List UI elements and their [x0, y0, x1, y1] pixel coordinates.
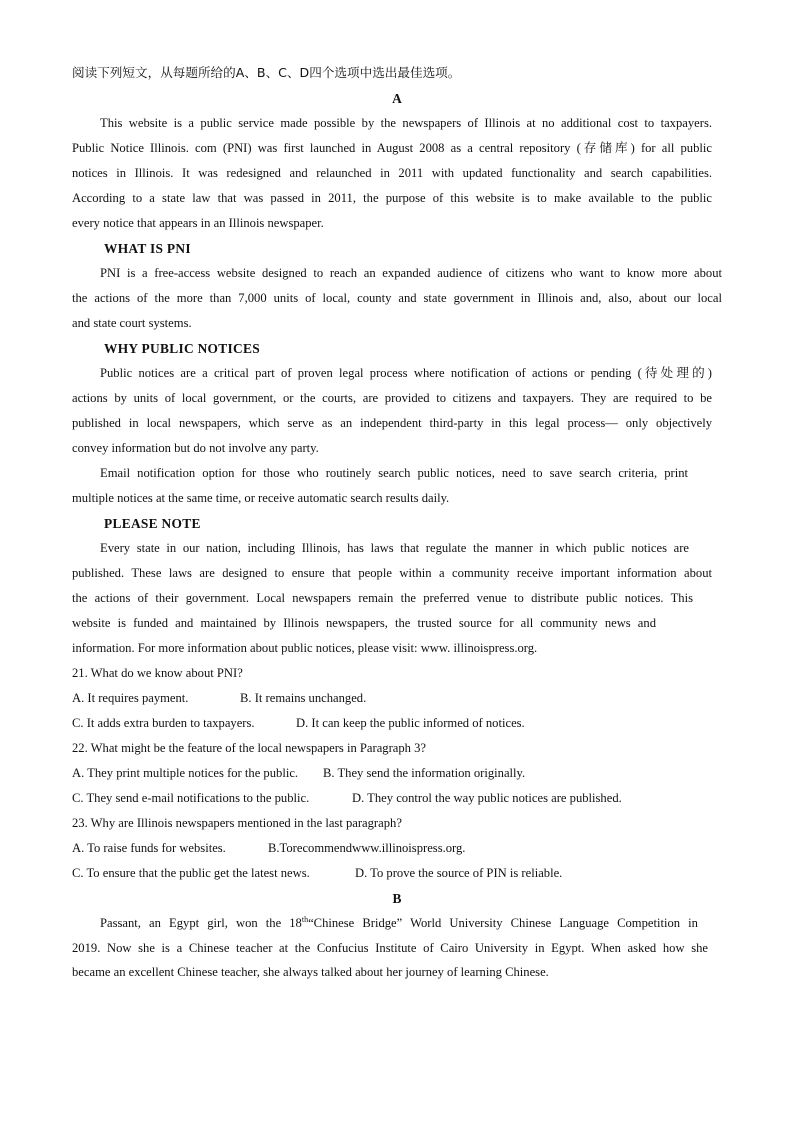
passage-a-p2-line: and state court systems. [72, 316, 192, 330]
passage-a-p1-line: every notice that appears in an Illinois newspaper. [72, 216, 324, 230]
question-23-option-c: C. To ensure that the public get the latest news. [72, 866, 310, 880]
heading-please-note: PLEASE NOTE [104, 516, 201, 531]
passage-b-p1-text: Passant, an Egypt girl, won the 18 [100, 916, 302, 930]
passage-a-p3-line: actions by units of local government, or the courts, are provided to citizens and taxpayers. They are required to be [72, 391, 712, 405]
question-21-option-a: A. It requires payment. [72, 691, 189, 705]
passage-b-label: B [392, 891, 402, 906]
passage-a-label: A [392, 91, 402, 106]
passage-a-p2-line: the actions of the more than 7,000 units of local, county and state government in Illinois and, also, about our local [72, 291, 722, 305]
passage-a-p4-line: multiple notices at the same time, or receive automatic search results daily. [72, 491, 450, 505]
question-22-option-c: C. They send e-mail notifications to the public. [72, 791, 310, 805]
heading-why-public-notices: WHY PUBLIC NOTICES [104, 341, 260, 356]
passage-a-p5-line: Every state in our nation, including Illinois, has laws that regulate the manner in which public notices are [100, 541, 689, 555]
passage-a-p3-line: Public notices are a critical part of proven legal process where notification of actions or pending (待处理的) [100, 366, 712, 380]
passage-a-p2-line: PNI is a free-access website designed to reach an expanded audience of citizens who want to know more about [100, 266, 722, 280]
passage-a-p1-line: This website is a public service made possible by the newspapers of Illinois at no additional cost to taxpayers. [100, 116, 712, 130]
question-23-option-b: B.Torecommendwww.illinoispress.org. [268, 841, 466, 855]
question-22-stem: 22. What might be the feature of the local newspapers in Paragraph 3? [72, 741, 427, 755]
passage-a-p3-line: published in local newspapers, which serve as an independent third-party in this legal process— only objectively [72, 416, 712, 430]
question-21-option-b: B. It remains unchanged. [240, 691, 367, 705]
passage-a-p1-line: notices in Illinois. It was redesigned and relaunched in 2011 with updated functionality and search capabilities. [72, 166, 712, 180]
question-23-option-a: A. To raise funds for websites. [72, 841, 226, 855]
question-22-option-a: A. They print multiple notices for the public. [72, 766, 299, 780]
passage-b-p1-text: “Chinese Bridge” World University Chinese Language Competition in [308, 916, 698, 930]
heading-what-is-pni: WHAT IS PNI [104, 241, 191, 256]
question-23-option-d: D. To prove the source of PIN is reliable. [355, 866, 563, 880]
passage-a-p4-line: Email notification option for those who routinely search public notices, need to save search criteria, print [100, 466, 688, 480]
passage-a-p1-line: Public Notice Illinois. com (PNI) was first launched in August 2008 as a central repository (存储库) for all public [72, 141, 712, 155]
question-21-stem: 21. What do we know about PNI? [72, 666, 243, 680]
passage-b-p1-line: became an excellent Chinese teacher, she always talked about her journey of learning Chinese. [72, 965, 549, 979]
question-23-stem: 23. Why are Illinois newspapers mentioned in the last paragraph? [72, 816, 402, 830]
passage-a-p5-line: published. These laws are designed to ensure that people within a community receive important information about [72, 566, 712, 580]
question-21-option-c: C. It adds extra burden to taxpayers. [72, 716, 255, 730]
passage-a-p3-line: convey information but do not involve any party. [72, 441, 319, 455]
question-22-option-d: D. They control the way public notices are published. [352, 791, 622, 805]
question-21-option-d: D. It can keep the public informed of notices. [296, 716, 525, 730]
passage-b-p1-line: 2019. Now she is a Chinese teacher at the Confucius Institute of Cairo University in Egypt. When asked how she [72, 941, 708, 955]
passage-a-p5-line: website is funded and maintained by Illinois newspapers, the trusted source for all community news and [72, 616, 656, 630]
passage-b-p1-line [100, 911, 698, 936]
passage-a-p5-line: information. For more information about public notices, please visit: www. illinoispress.org. [72, 641, 538, 655]
question-22-option-b: B. They send the information originally. [323, 766, 526, 780]
passage-a-p5-line: the actions of their government. Local newspapers remain the preferred venue to distribute public notices. This [72, 591, 693, 605]
passage-a-p1-line: According to a state law that was passed in 2011, the purpose of this website is to make available to the public [72, 191, 712, 205]
ordinal-suffix: th [301, 914, 309, 924]
instruction: 阅读下列短文，从每题所给的A、B、C、D四个选项中选出最佳选项。 [72, 65, 461, 80]
